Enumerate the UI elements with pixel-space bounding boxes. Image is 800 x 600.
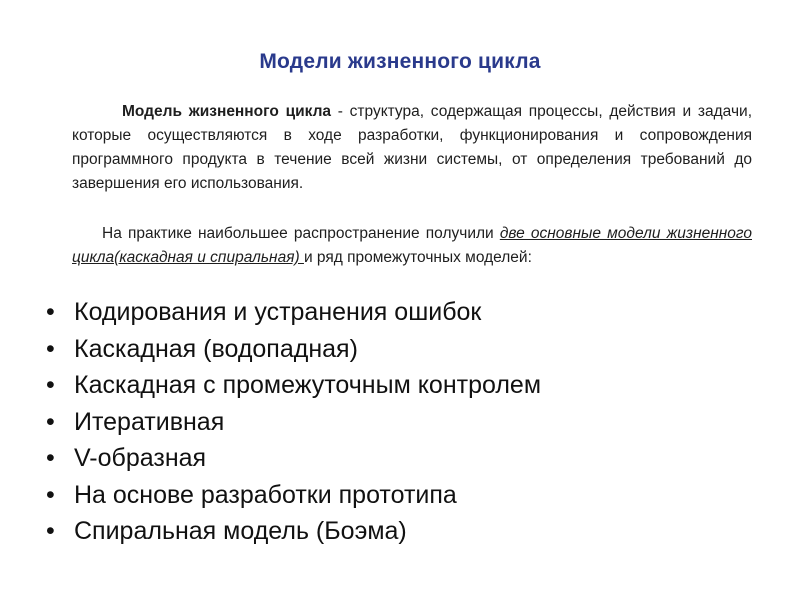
list-item xyxy=(42,513,782,550)
list-item xyxy=(42,404,782,441)
bullet-icon: • xyxy=(46,371,55,399)
practice-lead: На практике наибольшее распространение получили xyxy=(102,225,500,242)
bullet-icon: • xyxy=(46,334,55,363)
list-item-label: V-образная xyxy=(74,444,207,472)
list-item-label: Спиральная модель (Боэма) xyxy=(74,517,407,545)
list-item xyxy=(42,331,782,368)
list-item xyxy=(42,440,782,477)
bullet-icon: • xyxy=(46,407,55,436)
bullet-icon: • xyxy=(46,480,55,509)
list-item xyxy=(42,477,782,514)
slide-title: Модели жизненного цикла xyxy=(259,50,541,73)
list-item xyxy=(42,367,782,404)
list-item-label: Итеративная xyxy=(74,407,225,436)
definition-term: Модель жизненного цикла xyxy=(122,103,332,120)
bullet-icon: • xyxy=(46,444,55,472)
bullet-icon: • xyxy=(46,298,55,326)
bullet-icon: • xyxy=(46,517,55,545)
practice-highlight: две основные модели жизненного цикла(каскадная и спиральная) xyxy=(72,225,752,266)
practice-paragraph xyxy=(72,222,752,270)
models-list xyxy=(42,294,782,550)
definition-text: - структура, содержащая процессы, действия и задачи, которые осуществляются в ходе разработки, функционирования и сопровождения программного продукта в течение всей жизни системы, от определения требований до завершения его использования. xyxy=(72,103,752,192)
practice-tail: и ряд промежуточных моделей: xyxy=(303,249,532,266)
list-item xyxy=(42,294,782,331)
definition-paragraph xyxy=(72,100,752,196)
list-item-label: На основе разработки прототипа xyxy=(74,480,457,509)
list-item-label: Каскадная (водопадная) xyxy=(74,334,358,363)
list-item-label: Каскадная с промежуточным контролем xyxy=(74,371,542,399)
list-item-label: Кодирования и устранения ошибок xyxy=(74,298,482,326)
